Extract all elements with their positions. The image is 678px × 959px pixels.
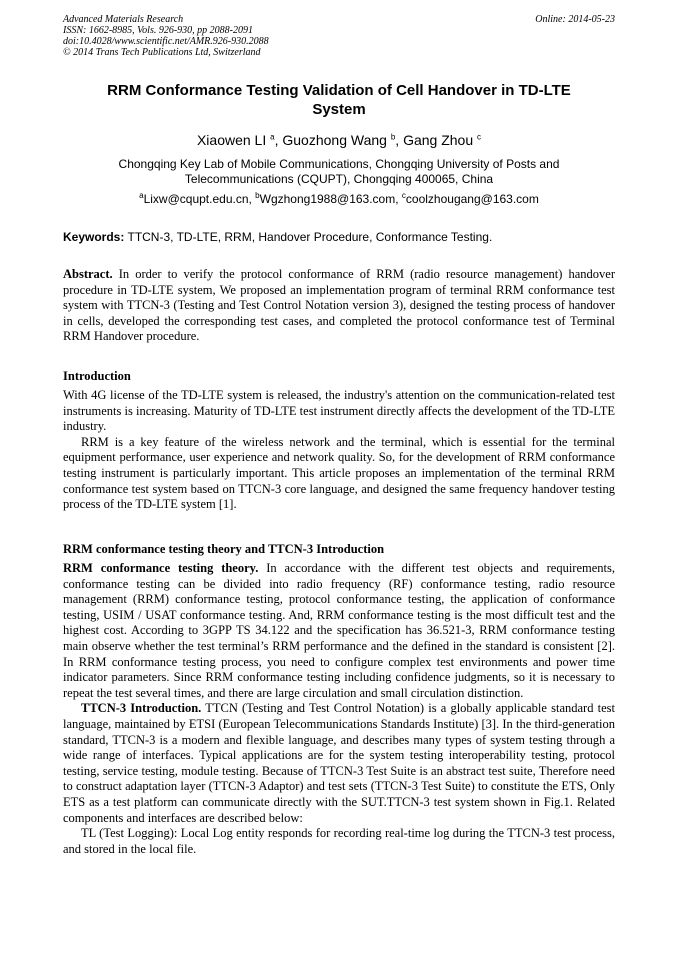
journal-header	[63, 14, 615, 58]
intro-heading: Introduction	[63, 369, 131, 383]
abstract-label: Abstract.	[63, 267, 113, 281]
paper-title	[63, 81, 615, 119]
tl-paragraph: TL (Test Logging): Local Log entity responds for recording real-time log during the TTCN-3 test process, and stored in the local file.	[63, 826, 615, 856]
rrm-paragraph: In accordance with the different test objects and requirements, conformance testing can be divided into radio frequency (RF) conformance testing, radio resource management (RRM) conformance testing, protocol conformance testing, the application of conformance testing, USIM / USAT conformance testing. And, RRM conformance testing is the most difficult test and the highest cost. According to 3GPP TS 34.122 and the specification has 36.521-3, RRM conformance testing main observe whether the test terminal’s RRM performance and the defined in the standard is consistent [2]. In RRM conformance testing process, you need to configure complex test environments and power time indicator parameters. Since RRM conformance testing including confidence judgments, so it is necessary to repeat the test several times, and there are large circulation and small circulation distinction.	[63, 561, 616, 700]
rrm-section	[63, 561, 615, 857]
online-date: Online: 2014-05-23	[535, 14, 615, 25]
author-sup: c	[477, 132, 482, 142]
title-line-1: RRM Conformance Testing Validation of Cell Handover in TD-LTE	[107, 82, 571, 99]
affiliation-line-1: Chongqing Key Lab of Mobile Communications, Chongqing University of Posts and	[118, 157, 560, 171]
email-list: $^a$Lixw@cqupt.edu.cn, $^b$Wgzhong1988@163.com, $^c$coolzhougang@163.com	[139, 191, 539, 206]
author-sup: b	[390, 132, 396, 142]
rrm-heading: RRM conformance testing theory and TTCN-3 Introduction	[63, 542, 385, 556]
keywords-text: TTCN-3, TD-LTE, RRM, Handover Procedure, Conformance Testing.	[127, 230, 493, 244]
email-address: coolzhougang@163.com	[405, 192, 539, 206]
keywords	[63, 230, 615, 245]
affiliation	[63, 157, 615, 187]
title-line-2: System	[312, 101, 366, 118]
rrm-label: RRM conformance testing theory.	[63, 561, 259, 575]
intro-paragraph-1: With 4G license of the TD-LTE system is released, the industry's attention on the communication-related test instruments is increasing. Maturity of TD-LTE test instrument directly affects the development of the TD-LTE industry.	[63, 388, 615, 434]
author-name: Guozhong Wang	[282, 132, 387, 148]
affiliation-line-2: Telecommunications (CQUPT), Chongqing 400065, China	[184, 172, 494, 186]
email-sup: c	[401, 191, 406, 200]
email-sup: a	[139, 191, 144, 200]
author-name: Gang Zhou	[403, 132, 474, 148]
keywords-label: Keywords:	[63, 230, 125, 244]
intro-section	[63, 388, 615, 513]
email-sup: b	[255, 191, 260, 200]
issn-line: ISSN: 1662-8985, Vols. 926-930, pp 2088-2091	[63, 25, 253, 36]
journal-name: Advanced Materials Research	[63, 14, 184, 25]
author-name: Xiaowen LI	[196, 132, 267, 148]
email-address: Lixw@cqupt.edu.cn	[143, 192, 249, 206]
doi-line: doi:10.4028/www.scientific.net/AMR.926-930.2088	[63, 36, 269, 47]
author-list: Xiaowen LI $^a$, Guozhong Wang $^b$, Gang Zhou $^c$	[196, 132, 482, 148]
abstract	[63, 267, 615, 345]
author-sup: a	[270, 132, 275, 142]
ttcn-paragraph: TTCN (Testing and Test Control Notation) is a globally applicable standard test language, maintained by ETSI (European Telecommunications Standards Institute) [3]. In the third-generation standard, TTCN-3 is a modern and flexible language, and describes many types of system testing through a wide range of interfaces. Typical applications are for the system testing interoperability testing, protocol testing, service testing, module testing. Because of TTCN-3 Test Suite is an abstract test suite, Therefore need to construct adaptation layer (TTCN-3 Adaptor) and test sets (TTCN-3 Test Suite) to constitute the ETS, Only ETS as a test platform can communicate directly with the SUT.TTCN-3 test system shown in Fig.1. Related components and interfaces are described below:	[63, 701, 615, 825]
ttcn-label: TTCN-3 Introduction.	[81, 701, 202, 716]
intro-paragraph-2: RRM is a key feature of the wireless network and the terminal, which is essential for the terminal equipment performance, user experience and network quality. So, for the development of RRM conformance testing instrument is particularly important. This article proposes an implementation of the terminal RRM conformance test system based on TTCN-3 core language, and designed the same frequency handover testing process of the TD-LTE system [1].	[63, 434, 615, 512]
abstract-text: In order to verify the protocol conformance of RRM (radio resource management) handover procedure in TD-LTE system, We proposed an implementation program of terminal RRM conformance test system with TTCN-3 (Testing and Test Control Notation version 3), designed the testing process of handover in cells, developed the corresponding test cases, and completed the protocol conformance test of Terminal RRM Handover procedure.	[63, 267, 616, 344]
copyright-line: © 2014 Trans Tech Publications Ltd, Switzerland	[63, 47, 261, 58]
email-address: Wgzhong1988@163.com	[259, 192, 396, 206]
